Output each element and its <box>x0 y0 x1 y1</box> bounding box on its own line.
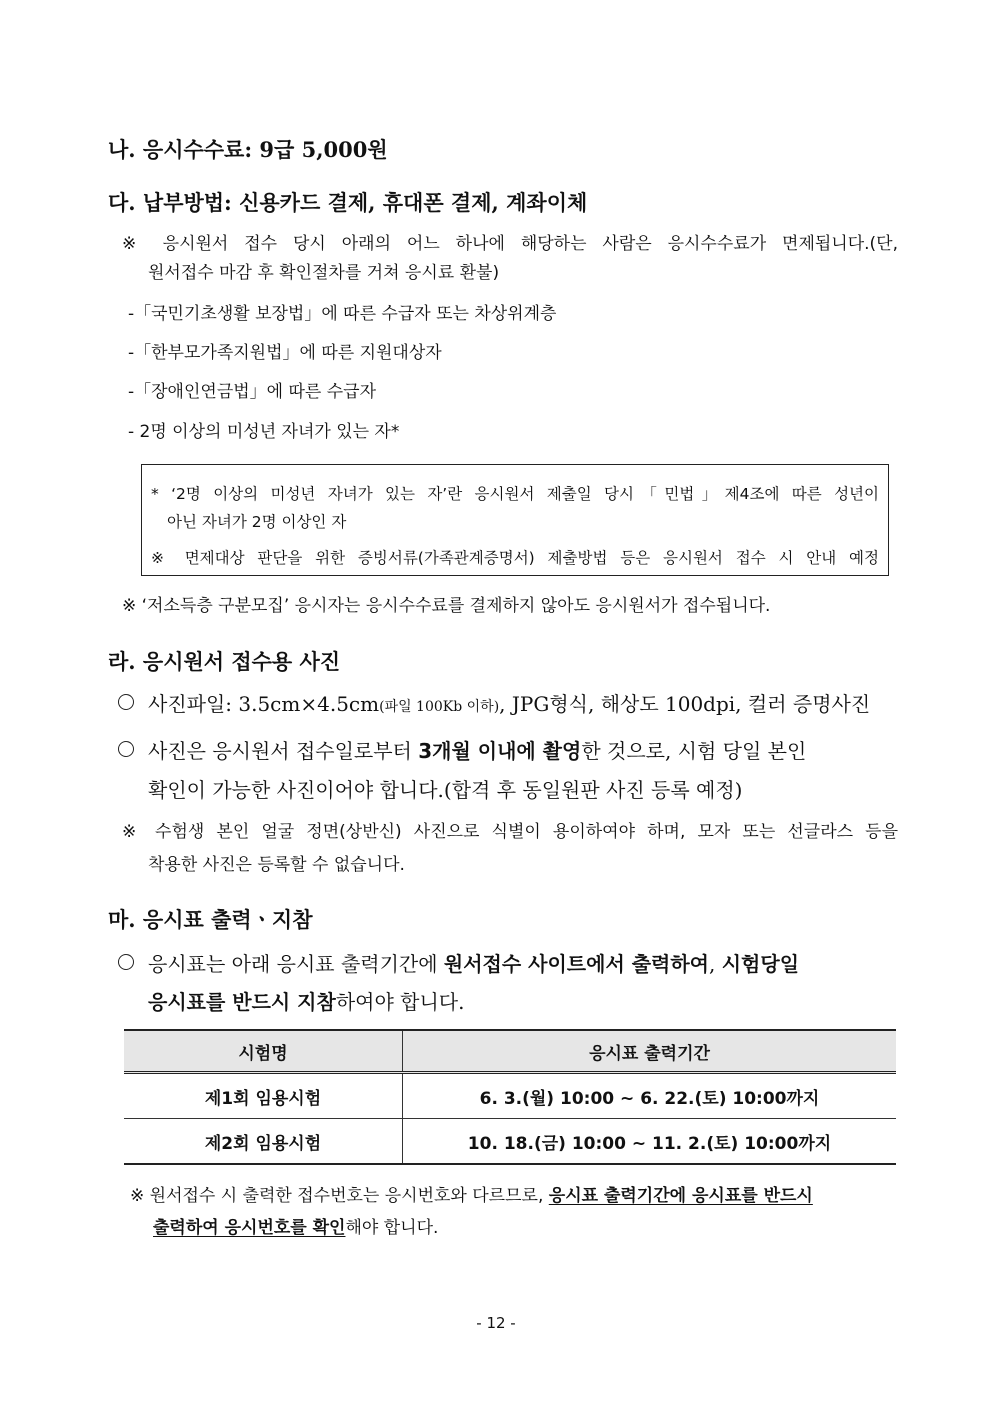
fee-exemption-note: ※ 응시원서 접수 당시 아래의 어느 하나에 해당하는 사람은 응시수수료가 면제됩니다.(단, <box>122 234 898 254</box>
table-cell-period: 10. 18.(금) 10:00 ~ 11. 2.(토) 10:00까지 <box>403 1119 897 1165</box>
table-header-exam: 시험명 <box>124 1030 403 1073</box>
bullet-circle-icon <box>118 741 134 757</box>
exemption-item: -「장애인연금법」에 따른 수급자 <box>128 382 377 402</box>
heading-photo: 라. 응시원서 접수용 사진 <box>108 649 341 674</box>
photo-face-note: ※ 수험생 본인 얼굴 정면(상반신) 사진으로 식별이 용이하여야 하며, 모자 또는 선글라스 등을 <box>122 822 898 842</box>
exemption-item: -「국민기초생활 보장법」에 따른 수급자 또는 차상위계층 <box>128 304 557 324</box>
low-income-note: ※ ‘저소득층 구분모집’ 응시자는 응시수수료를 결제하지 않아도 응시원서가 접수됩니다. <box>122 596 771 616</box>
fee-exemption-note-cont: 원서접수 마감 후 확인절차를 거쳐 응시료 환불) <box>148 263 500 283</box>
bullet-circle-icon <box>118 694 134 710</box>
table-cell-exam: 제2회 임용시험 <box>124 1119 403 1165</box>
photo-time-rule: 사진은 응시원서 접수일로부터 3개월 이내에 촬영한 것으로, 시험 당일 본인 <box>148 739 807 763</box>
table-header-period: 응시표 출력기간 <box>403 1030 897 1073</box>
table-row <box>124 1119 896 1165</box>
page-number: - 12 - <box>476 1314 516 1332</box>
exemption-item: - 2명 이상의 미성년 자녀가 있는 자* <box>128 422 400 442</box>
photo-face-note-cont: 착용한 사진은 등록할 수 없습니다. <box>148 855 405 875</box>
table-cell-period: 6. 3.(월) 10:00 ~ 6. 22.(토) 10:00까지 <box>403 1073 897 1119</box>
ticket-print-instruction-cont: 응시표를 반드시 지참하여야 합니다. <box>148 990 465 1014</box>
photo-file-spec: 사진파일: 3.5cm×4.5cm(파일 100Kb 이하), JPG형식, 해상도 100dpi, 컬러 증명사진 <box>148 692 871 716</box>
ticket-print-instruction: 응시표는 아래 응시표 출력기간에 원서접수 사이트에서 출력하여, 시험당일 <box>148 952 800 976</box>
heading-admission-ticket: 마. 응시표 출력ㆍ지참 <box>108 907 313 932</box>
bullet-circle-icon <box>118 954 134 970</box>
heading-fee: 나. 응시수수료: 9급 5,000원 <box>108 137 388 162</box>
exam-number-note: ※ 원서접수 시 출력한 접수번호는 응시번호와 다르므로, 응시표 출력기간에 응시표를 반드시 <box>130 1186 813 1206</box>
exemption-item: -「한부모가족지원법」에 따른 지원대상자 <box>128 343 442 363</box>
heading-payment-method: 다. 납부방법: 신용카드 결제, 휴대폰 결제, 계좌이체 <box>108 190 588 215</box>
footnote-definition-cont: 아닌 자녀가 2명 이상인 자 <box>167 513 347 531</box>
table-row <box>124 1073 896 1119</box>
ticket-print-period-table <box>124 1029 896 1165</box>
table-header-row <box>124 1030 896 1073</box>
exam-number-note-cont: 출력하여 응시번호를 확인해야 합니다. <box>153 1218 439 1238</box>
footnote-document-note: ※ 면제대상 판단을 위한 증빙서류(가족관계증명서) 제출방법 등은 응시원서 접수 시 안내 예정 <box>151 549 879 567</box>
footnote-definition: * ‘2명 이상의 미성년 자녀가 있는 자’란 응시원서 제출일 당시「민법」제4조에 따른 성년이 <box>151 485 879 503</box>
photo-time-rule-cont: 확인이 가능한 사진이어야 합니다.(합격 후 동일원판 사진 등록 예정) <box>148 778 743 802</box>
table-cell-exam: 제1회 임용시험 <box>124 1073 403 1119</box>
